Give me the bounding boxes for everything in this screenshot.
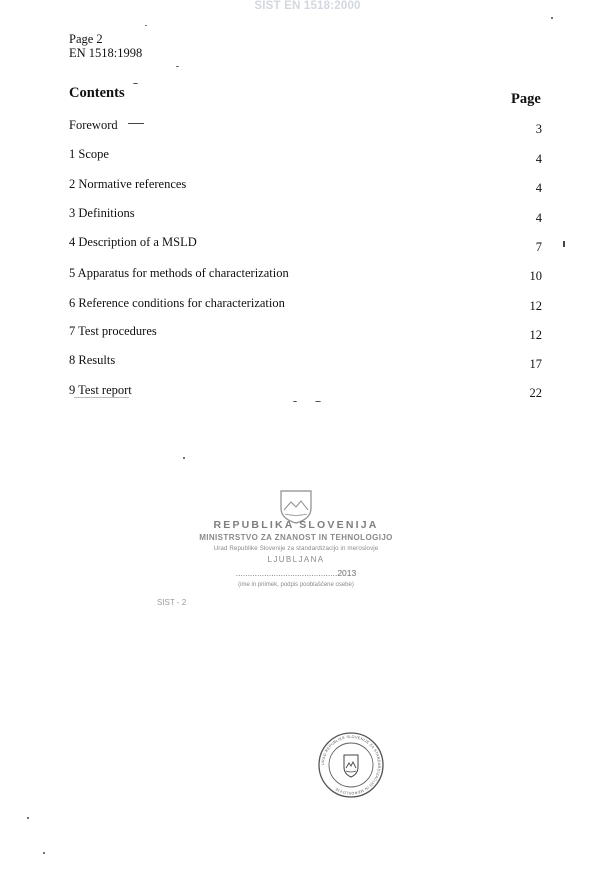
scan-speck (74, 397, 129, 398)
toc-entry-page: 3 (535, 122, 542, 136)
scan-speck (128, 123, 144, 124)
scan-speck (563, 241, 565, 247)
toc-entry-page: 4 (535, 181, 542, 195)
toc-entry-label[interactable]: 7 Test procedures (69, 324, 157, 338)
stamp-caption: (ime in priimek, podpis pooblaščene osebe) (238, 582, 354, 588)
stamp-line: MINISTRSTVO ZA ZNANOST IN TEHNOLOGIJO (199, 533, 393, 542)
toc-entry-page: 4 (535, 152, 542, 166)
stamp-line: REPUBLIKA SLOVENIJA (213, 519, 379, 531)
official-stamp (196, 488, 396, 608)
toc-entry-label[interactable]: Foreword (69, 118, 118, 132)
scan-speck (293, 401, 297, 402)
toc-entry-label[interactable]: 2 Normative references (69, 177, 187, 191)
toc-page-column-header: Page (511, 91, 541, 107)
toc-entry-page: 12 (529, 299, 542, 313)
scan-speck (133, 83, 138, 84)
page-number-header: Page 2 (69, 32, 103, 46)
scan-speck (551, 17, 553, 19)
watermark: SIST EN 1518:2000 (254, 0, 361, 12)
toc-entry-label[interactable]: 5 Apparatus for methods of characterization (69, 266, 289, 280)
stamp-line: Urad Republike Slovenije za standardizacijo in meroslovje (213, 545, 379, 552)
scan-speck (43, 852, 45, 854)
stamp-line: LJUBLJANA (267, 555, 325, 564)
toc-entry-page: 10 (529, 269, 542, 283)
toc-entry-label[interactable]: 3 Definitions (69, 206, 135, 220)
toc-entry-page: 17 (529, 357, 542, 371)
scan-speck (27, 817, 29, 819)
stamp-corner-mark: SIST - 2 (157, 598, 187, 607)
toc-entry-page: 22 (529, 386, 542, 400)
standard-code-header: EN 1518:1998 (69, 46, 143, 60)
toc-title: Contents (69, 85, 125, 101)
scan-speck (176, 66, 179, 67)
scan-speck (183, 457, 185, 459)
toc-entry-page: 12 (529, 328, 542, 342)
scan-speck (315, 401, 321, 402)
round-seal-icon (317, 731, 385, 799)
toc-entry-label[interactable]: 8 Results (69, 353, 116, 367)
seal-ring-text: URAD REPUBLIKE SLOVENIJE ZA STANDARDIZACIJO IN MEROSLOVJE (320, 734, 382, 796)
toc-entry-label[interactable]: 4 Description of a MSLD (69, 235, 197, 249)
toc-entry-label[interactable]: 9 Test report (69, 383, 132, 397)
toc-entry-label[interactable]: 6 Reference conditions for characterization (69, 296, 285, 310)
scan-speck (145, 25, 147, 26)
toc-entry-label[interactable]: 1 Scope (69, 147, 109, 161)
stamp-dotted-line: ...........................................2013 (235, 568, 357, 578)
toc-entry-page: 4 (535, 211, 542, 225)
toc-entry-page: 7 (535, 240, 542, 254)
